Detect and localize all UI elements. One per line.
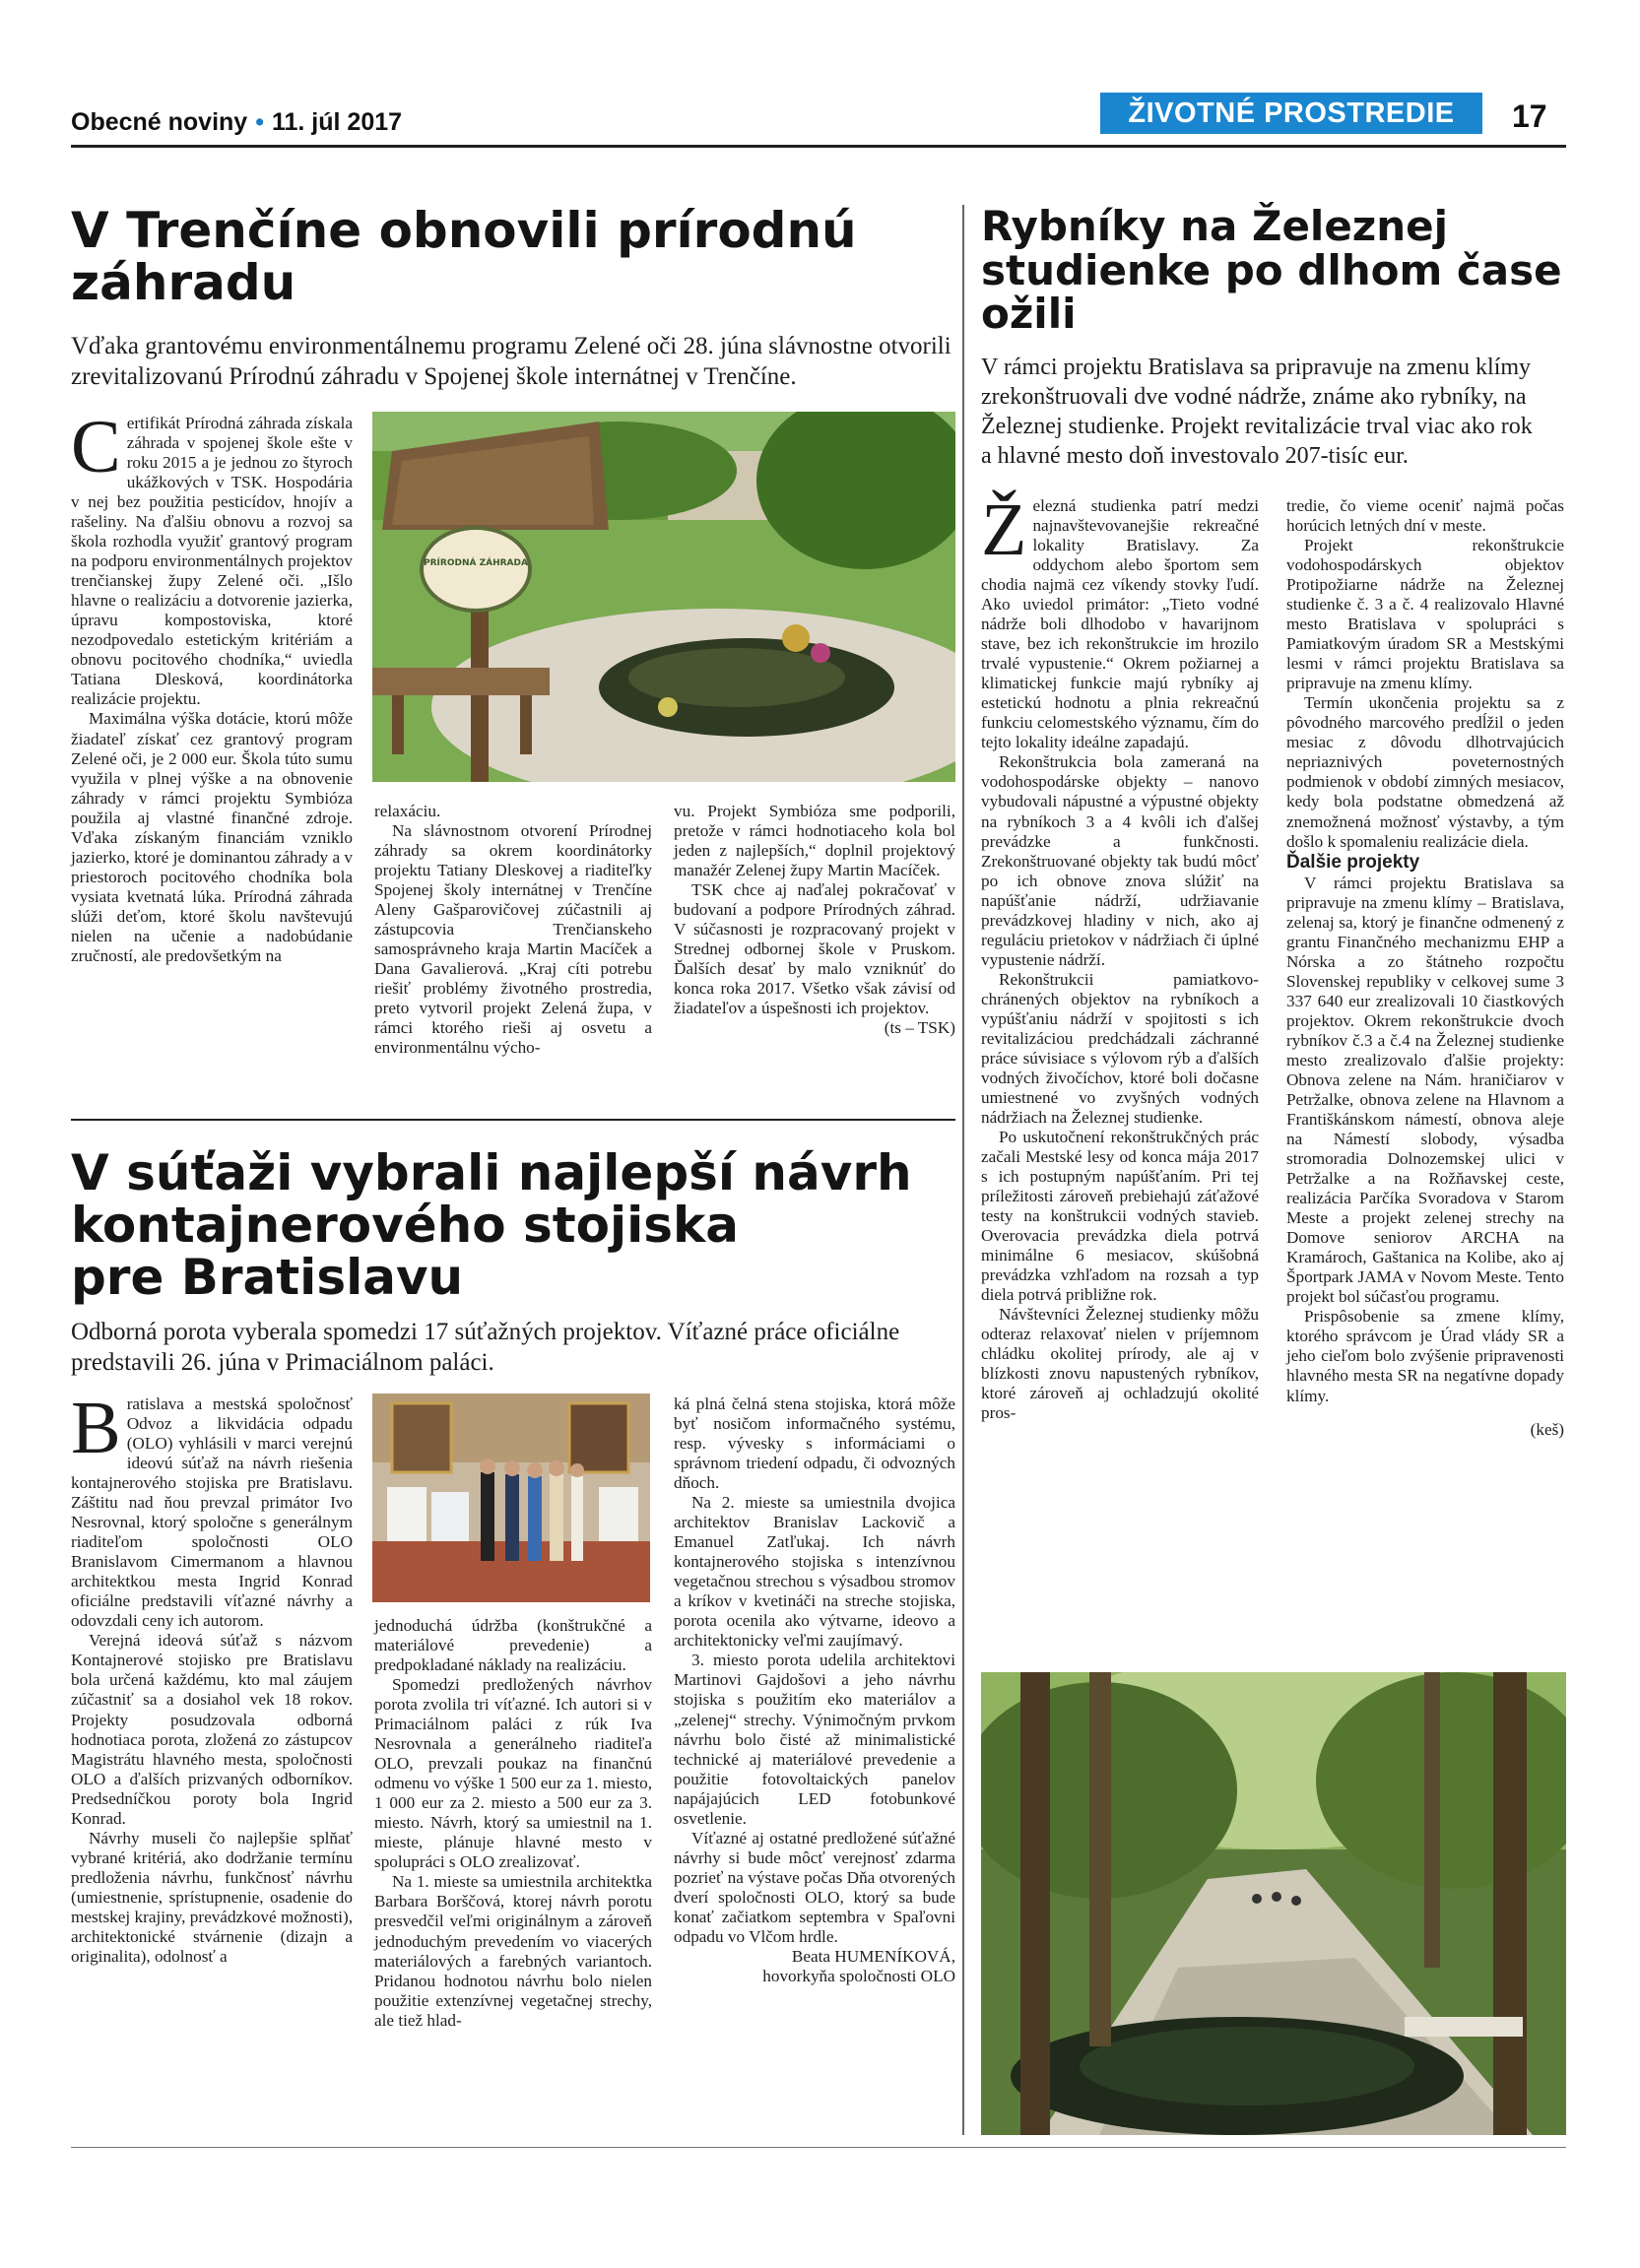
paragraph: Návrhy museli čo najlepšie splňať vybrané kritériá, ako dodržanie termínu predloženia návrhu, funkčnosť návrhu (umiestnenie, sprístupnenie, osadenie do mestskej krajiny, prevádzkové možnosti), architektonické stvárnenie (dizajn a originalita), odolnosť a [71, 1828, 353, 1966]
subheading: Ďalšie projekty [1286, 851, 1420, 873]
paragraph: Projekt rekonštrukcie vodohospodárskych objektov Protipožiarne nádrže na Železnej studienke č. 3 a č. 4 realizovalo Hlavné mesto Bratislava v spolupráci s Pamiatkovým úradom SR a Mestskými lesmi v rámci projektu Bratislava sa pripravuje na zmenu klímy. [1286, 536, 1564, 693]
paragraph: Spomedzi predložených návrhov porota zvolila tri víťazné. Ich autori si v Primaciálnom paláci z rúk Iva Nesrovnala a generálneho riaditeľa OLO, prevzali poukaz na finančnú odmenu vo výške 1 500 eur za 1. miesto, 1 000 eur za 2. miesto a 500 eur za 3. miesto. Návrh, ktorý sa umiestnil na 1. mieste, plánuje hlavné mesto v spolupráci s OLO zrealizovať. [374, 1675, 652, 1872]
header-rule [71, 145, 1566, 148]
dropcap: B [71, 1387, 121, 1469]
article1-column-2 [374, 802, 652, 1058]
article2-lead: Odborná porota vyberala spomedzi 17 súťažných projektov. Víťazné práce oficiálne predstavili 26. júna v Primaciálnom paláci. [71, 1319, 900, 1377]
paragraph: TSK chce aj naďalej pokračovať v budovaní a podpore Prírodných záhrad. V súčasnosti je rozpracovaný projekt v Strednej odbornej škole v Pruskom. Ďalších desať by malo vzniknúť do konca roka 2017. Všetko však závisí od žiadateľov a úspešnosti ich projektov. [674, 880, 955, 1018]
paragraph: ratislava a mestská spoločnosť Odvoz a likvidácia odpadu (OLO) vyhlásili v marci verejnú ideovú súťaž na návrh riešenia kontajnerového stojiska pre Bratislavu. Záštitu nad ňou prevzal primátor Ivo Nesrovnal, ktorý spoločne s generálnym riaditeľom spoločnosti OLO Branislavom Cimermanom a hlavnou architektkou mesta Ingrid Konrad oficiálne predstavili víťazné návrhy a odovzdali ceny ich autorom. [71, 1394, 353, 1631]
garden-photo [372, 412, 955, 782]
article1-column-1 [71, 406, 353, 966]
paragraph: Maximálna výška dotácie, ktorú môže žiadateľ získať cez grantový program Zelené oči, je 2 000 eur. Škola túto sumu využila v plnej výške a na obnovenie záhrady v rámci projektu Symbióza použila aj vlastné finančné zdroje. Vďaka získaným financiám vzniklo jazierko, ktoré je dominantou záhrady a v priestoroch pocitového chodníka bola vysiata kvetnatá lúka. Prírodná záhrada slúži deťom, ktoré školu navštevujú nielen na učenie a nadobúdanie zručností, ale predovšetkým na [71, 709, 353, 965]
paragraph: ká plná čelná stena stojiska, ktorá môže byť nosičom informačného systému, resp. vývesky s informáciami o správnom triedení odpadu, či odvozných dňoch. [674, 1394, 955, 1493]
article3-column-1 [981, 488, 1259, 1423]
paragraph: Na slávnostnom otvorení Prírodnej záhrady sa okrem koordinátorky projektu Tatiany Dleskovej a riaditeľky Spojenej školy internátnej v Trenčíne Aleny Gašparovičovej zúčastnili aj zástupcovia Trenčianskeho samosprávneho kraja Martin Macíček a Dana Gavalierová. „Kraj cíti potrebu riešiť problémy životného prostredia, preto vytvoril projekt Zelená župa, v rámci ktorého rieši aj osvetu a environmentálnu výcho- [374, 821, 652, 1058]
section-tag: ŽIVOTNÉ PROSTREDIE [1100, 93, 1482, 134]
article-signature: (keš) [1530, 1419, 1564, 1439]
dropcap: C [71, 406, 121, 488]
paragraph: Verejná ideová súťaž s názvom Kontajnerové stojisko pre Bratislavu bola určená každému, kto mal záujem zúčastniť sa a dosiahol vek 18 rokov. Projekty posudzovala odborná hodnotiaca porota, zložená zo zástupcov Magistrátu hlavného mesta, spoločnosti OLO a ďalších prizvaných odborníkov. Predsedníčkou poroty bola Ingrid Konrad. [71, 1631, 353, 1828]
paragraph: 3. miesto porota udelila architektovi Martinovi Gajdošovi a jeho návrhu stojiska s použitím eko materiálov a „zelenej“ strechy. Výnimočným prvkom návrhu bolo čisté až minimalistické technické aj materiálové prevedenie a použitie fotovoltaických panelov napájajúcich LED fotobunkové osvetlenie. [674, 1651, 955, 1828]
issue-date: 11. júl 2017 [271, 108, 403, 136]
article3-title-line: Rybníky na Železnej [981, 202, 1449, 250]
article-separator [71, 1119, 955, 1121]
article2-column-2 [374, 1616, 652, 2031]
article3-title [981, 202, 1572, 339]
dropcap: Ž [981, 488, 1027, 571]
masthead [71, 108, 402, 137]
article3-lead: V rámci projektu Bratislava sa pripravuje na zmenu klímy zrekonštruovali dve vodné nádrže, známe ako rybníky, na Železnej studienke. Projekt revitalizácie trval viac ako rok a hlavné mesto doň investovalo 207-tisíc eur. [981, 355, 1533, 469]
article1-column-3 [674, 802, 955, 1038]
pond-photo [981, 1672, 1566, 2135]
article2-title-line: kontajnerového stojiska [71, 1197, 740, 1254]
article2-title [71, 1144, 948, 1306]
paragraph: Víťazné aj ostatné predložené súťažné návrhy si bude môcť verejnosť zdarma pozrieť na výstave počas Dňa otvorených dverí spoločnosti OLO, ktorý sa bude konať začiatkom septembra v Spaľovni odpadu vo Vlčom hrdle. [674, 1828, 955, 1946]
publication-name: Obecné noviny [71, 108, 248, 136]
separator-dot: • [255, 108, 264, 136]
page-number: 17 [1512, 98, 1547, 134]
paragraph: relaxáciu. [374, 802, 441, 820]
article1-title-line: V Trenčíne obnovili prírodnú [71, 202, 857, 259]
ceremony-photo [372, 1393, 650, 1602]
paragraph: elezná studienka patrí medzi najnavštevovanejšie rekreačné lokality Bratislavy. Za oddychom alebo športom sem chodia najmä cez víkendy stovky ľudí. Ako uviedol primátor: „Tieto vodné nádrže boli dlhodobo v havarijnom stave, bez ich rekonštrukcie im hrozilo trvalé vypustenie.“ Okrem požiarnej a klimatickej funkcie majú rybníky aj estetickú hodnotu a plnia rekreačnú funkciu celomestského významu, čím do tejto lokality ideálne zapadajú. [981, 496, 1259, 752]
paragraph: Prispôsobenie sa zmene klímy, ktorého správcom je Úrad vlády SR a jeho cieľom bolo zvýšenie pripravenosti hlavného mesta SR na negatívne dopady klímy. [1286, 1307, 1564, 1405]
paragraph: jednoduchá údržba (konštrukčné a materiálové prevedenie) a predpokladané náklady na realizáciu. [374, 1616, 652, 1675]
article3-title-line: studienke po dlhom čase [981, 245, 1562, 294]
article2-title-line: V súťaži vybrali najlepší návrh [71, 1144, 912, 1201]
paragraph: Rekonštrukcia bola zameraná na vodohospodárske objekty – nanovo vybudovali nápustné a výpustné objekty na rybníkoch 3 a 4 kvôli ich ďalšej prevádzke a funkčnosti. Zrekonštruované objekty tak budú môcť po ich obnove znova slúžiť na napúšťanie nádrží, udržiavanie prevádzkovej hladiny v nich, ako aj reguláciu prietokov v nádržiach či úplné vypustenie nádrží. [981, 752, 1259, 969]
paragraph: V rámci projektu Bratislava sa pripravuje na zmenu klímy – Bratislava, zelenaj sa, ktorý je finančne odmenený z grantu Finančného mechanizmu EHP a Nórska a zo štátneho rozpočtu Slovenskej republiky v celkovej sume 3 337 640 eur zrealizovali 10 čiastkových projektov. Okrem rekonštrukcie dvoch rybníkov č.3 a č.4 na Železnej studienke mesto zrealizovalo ďalšie projekty: Obnova zelene na Nám. hraničiarov v Petržalke, obnova zelene na Hlavnom a Františkánskom námestí, obnova aleje na Námestí slobody, výsadba stromoradia Dolnozemskej ulici v Petržalke a na Rožňavskej ceste, realizácia Parčíka Svoradova v Starom Meste a projekt zelenej strechy na Domove seniorov ARCHA na Kramároch, Gaštanica na Kolibe, ako aj Športpark JAMA v Novom Meste. Tento projekt bol súčasťou programu. [1286, 873, 1564, 1307]
column-divider [962, 205, 964, 2135]
paragraph: Návštevníci Železnej studienky môžu odteraz relaxovať nielen v príjemnom chládku okolitej prírody, ale aj v blízkosti znovu napustených rybníkov, ktoré zároveň aj ochladzujú okolité pros- [981, 1305, 1259, 1423]
article2-column-1 [71, 1387, 353, 1967]
article1-title [71, 202, 948, 311]
paragraph: Na 1. mieste sa umiestnila architektka Barbara Borščová, ktorej návrh porotu presvedčil veľmi originálnym a zároveň jednoduchým prevedením vo viacerých materiálových a farebných variantoch. Pridanou hodnotou návrhu bolo nielen použitie extenzívnej vegetačnej strechy, ale tiež hlad- [374, 1872, 652, 2030]
paragraph: Termín ukončenia projektu sa z pôvodného marcového predĺžil o jeden mesiac z dôvodu dlhotrvajúcich nepriaznivých poveternostných podmienok v období zimných mesiacov, kedy bola podstatne obmedzená až znemožnená možnosť výstavby, a tým došlo k spomaleniu realizácie diela. [1286, 693, 1564, 851]
article2-title-line: pre Bratislavu [71, 1249, 464, 1306]
article3-column-2 [1286, 496, 1564, 1440]
article-signature: (ts – TSK) [884, 1018, 955, 1038]
paragraph: Na 2. mieste sa umiestnila dvojica architektov Branislav Lackovič a Emanuel Zatľukaj. Ich návrh kontajnerového stojiska s intenzívnou vegetačnou strechou s výsadbou stromov a kríkov v kvetináči na streche stojiska, porota ocenila ako výtvarne, ideovo a architektonicky veľmi zaujímavý. [674, 1493, 955, 1651]
paragraph: Rekonštrukcii pamiatkovo-chránených objektov na rybníkoch a vypúšťaniu nádrží v spojitosti s ich revitalizáciou predchádzali záchranné práce súvisiace s výlovom rýb a ďalších vodných živočíchov, ktoré boli dočasne umiestnené vo zvyšných vodných nádržiach na Železnej studienke. [981, 969, 1259, 1127]
paragraph: Po uskutočnení rekonštrukčných prác začali Mestské lesy od konca mája 2017 s ich postupným napúšťaním. Pri tej príležitosti zároveň prebiehajú záťažové testy na konštrukcii vodných stavieb. Overovacia prevádzka diela potrvá minimálne 6 mesiacov, skúšobná prevádzka vzhľadom na rozsah a typ diela potrvá približne rok. [981, 1128, 1259, 1305]
article1-title-line: záhradu [71, 254, 296, 311]
article2-column-3 [674, 1394, 955, 1986]
paragraph: vu. Projekt Symbióza sme podporili, pretože v rámci hodnotiaceho kola bol jeden z najlepších,“ doplnil projektový manažér Zelenej župy Martin Macíček. [674, 802, 955, 880]
paragraph: tredie, čo vieme oceniť najmä počas horúcich letných dní v meste. [1286, 496, 1564, 536]
author-role: hovorkyňa spoločnosti OLO [762, 1966, 955, 1985]
garden-sign-text: PRÍRODNÁ ZÁHRADA [424, 558, 528, 568]
article1-lead: Vďaka grantovému environmentálnemu programu Zelené oči 28. júna slávnostne otvorili zrevitalizovanú Prírodnú záhradu v Spojenej škole internátnej v Trenčíne. [71, 333, 951, 391]
author-name: Beata HUMENÍKOVÁ, [791, 1946, 955, 1966]
article3-title-line: ožili [981, 290, 1077, 339]
footer-rule [71, 2147, 1566, 2148]
paragraph: ertifikát Prírodná záhrada získala záhrada v spojenej škole ešte v roku 2015 a je jednou zo štyroch ukážkových v TSK. Hospodária v nej bez použitia pesticídov, hnojív a rašeliny. Na ďalšiu obnovu a rozvoj sa škola rozhodla využiť grantový program na podporu environmentálnych projektov trenčianskej župy Zelené oči. „Išlo hlavne o realizáciu a dotvorenie jazierka, úpravu kompostoviska, ktoré nezodpovedalo estetickým kritériám a obnovu pocitového chodníka,“ uviedla Tatiana Dlesková, koordinátorka realizácie projektu. [71, 414, 353, 709]
